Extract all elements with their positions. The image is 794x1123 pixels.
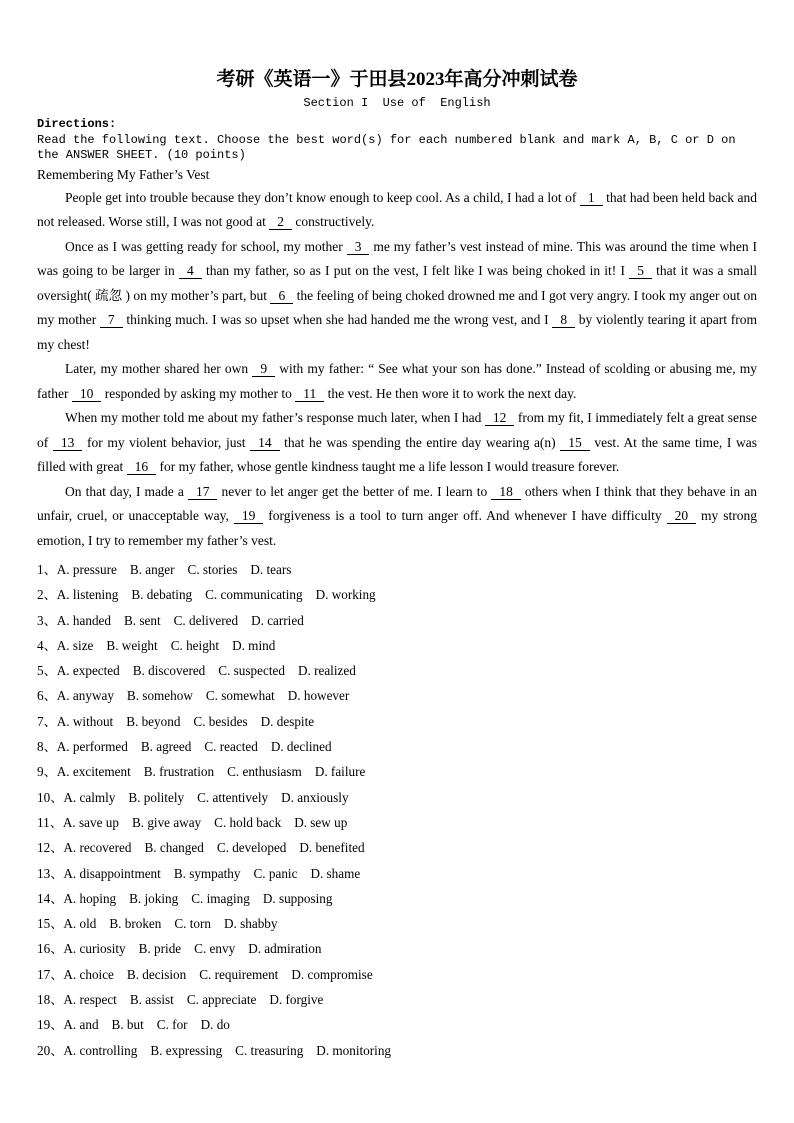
option-D: D. benefited xyxy=(299,840,365,856)
option-D: D. mind xyxy=(232,637,276,653)
option-A: A. handed xyxy=(56,612,111,628)
option-B: B. frustration xyxy=(143,764,215,780)
option-B: B. pride xyxy=(138,941,182,957)
question-number: 12、 xyxy=(37,840,64,856)
option-A: A. hoping xyxy=(63,890,117,906)
option-B: B. somehow xyxy=(126,688,193,704)
option-B: B. politely xyxy=(128,789,185,805)
blank-15: 15 xyxy=(560,435,590,451)
option-C: C. panic xyxy=(253,865,298,881)
option-C: C. communicating xyxy=(205,587,303,603)
option-A: A. curiosity xyxy=(63,941,126,957)
passage-paragraph: On that day, I made a 17 never to let anger get the better of me. I learn to 18 others when I think that they behave in an unfair, cruel, or unacceptable way, 19 forgiveness is a tool to turn anger off. And whenever I have difficulty 20 my strong emotion, I try to remember my father’s vest. xyxy=(37,483,757,548)
blank-1: 1 xyxy=(580,190,603,206)
question-number: 19、 xyxy=(37,1017,64,1033)
option-A: A. save up xyxy=(62,814,119,830)
option-C: C. imaging xyxy=(191,890,250,906)
question-number: 3、 xyxy=(37,612,57,628)
option-D: D. realized xyxy=(297,663,356,679)
passage-title: Remembering My Father’s Vest xyxy=(37,166,210,182)
blank-17: 17 xyxy=(188,484,218,500)
option-A: A. expected xyxy=(56,663,120,679)
option-A: A. recovered xyxy=(63,840,132,856)
question-row xyxy=(37,759,757,784)
option-B: B. debating xyxy=(131,587,193,603)
question-number: 1、 xyxy=(37,562,57,577)
option-B: B. beyond xyxy=(126,713,181,729)
option-B: B. but xyxy=(111,1017,144,1033)
passage-paragraph: Later, my mother shared her own 9 with my father: “ See what your son has done.” Instead of scolding or abusing me, my father 10 responded by asking my mother to 11 the vest. He then wore it to work the next day. xyxy=(37,361,757,401)
question-row xyxy=(37,835,757,860)
directions-text: Read the following text. Choose the best word(s) for each numbered blank and mark A, B, C or D on the ANSWER SHEET. (10 points) xyxy=(37,132,743,162)
section-heading: Section I Use of English xyxy=(303,96,491,110)
option-C: C. hold back xyxy=(214,814,282,830)
option-C: C. treasuring xyxy=(235,1042,304,1058)
option-D: D. do xyxy=(200,1017,230,1033)
blank-7: 7 xyxy=(100,312,123,328)
question-number: 13、 xyxy=(37,865,64,881)
question-number: 17、 xyxy=(37,966,64,982)
question-row xyxy=(37,683,757,708)
option-D: D. however xyxy=(287,688,350,704)
option-B: B. give away xyxy=(131,814,202,830)
option-C: C. stories xyxy=(187,562,238,577)
question-row xyxy=(37,861,757,886)
option-B: B. sympathy xyxy=(173,865,241,881)
directions-label: Directions: xyxy=(37,117,117,131)
option-A: A. size xyxy=(56,637,94,653)
passage-paragraph: Once as I was getting ready for school, my mother 3 me my father’s vest instead of mine. This was around the time when I was going to be larger in 4 than my father, so as I put on the vest, I felt like I was being choked in it! I 5 that it was a small oversight( 疏忽 ) on my mother’s part, but 6 the feeling of being choked drowned me and I got very angry. I took my anger out on my mother 7 thinking much. I was so upset when she had handed me the wrong vest, and I 8 by violently tearing it apart from my chest! xyxy=(37,238,758,352)
directions-block xyxy=(37,117,757,164)
question-number: 4、 xyxy=(37,637,57,653)
option-A: A. performed xyxy=(56,739,128,755)
option-B: B. broken xyxy=(109,916,162,932)
blank-6: 6 xyxy=(270,288,293,304)
question-row xyxy=(37,557,757,582)
blank-8: 8 xyxy=(552,312,575,328)
option-D: D. admiration xyxy=(248,941,322,957)
blank-16: 16 xyxy=(127,459,157,475)
question-number: 14、 xyxy=(37,890,64,906)
question-number: 11、 xyxy=(37,814,63,830)
option-B: B. assist xyxy=(129,992,174,1008)
question-number: 2、 xyxy=(37,587,57,603)
option-B: B. changed xyxy=(144,840,204,856)
option-A: A. respect xyxy=(63,992,117,1008)
option-A: A. listening xyxy=(56,587,119,603)
option-D: D. declined xyxy=(270,739,332,755)
option-A: A. controlling xyxy=(63,1042,138,1058)
passage-paragraph: People get into trouble because they don’t know enough to keep cool. As a child, I had a lot of 1 that had been held back and not released. Worse still, I was not good at 2 constructively. xyxy=(37,189,757,229)
option-B: B. joking xyxy=(129,890,179,906)
option-A: A. anyway xyxy=(56,688,114,704)
blank-19: 19 xyxy=(234,508,264,524)
option-D: D. despite xyxy=(260,713,315,729)
question-row xyxy=(37,911,757,936)
question-number: 5、 xyxy=(37,663,57,679)
option-D: D. shabby xyxy=(224,916,278,932)
option-C: C. delivered xyxy=(173,612,239,628)
option-B: B. anger xyxy=(129,562,175,577)
option-D: D. supposing xyxy=(262,890,333,906)
passage-paragraphs xyxy=(37,186,757,554)
question-row xyxy=(37,962,757,987)
option-A: A. without xyxy=(56,713,114,729)
option-A: A. excitement xyxy=(56,764,131,780)
blank-5: 5 xyxy=(629,263,652,279)
option-C: C. developed xyxy=(216,840,287,856)
option-A: A. calmly xyxy=(63,789,116,805)
blank-13: 13 xyxy=(53,435,83,451)
option-B: B. sent xyxy=(123,612,161,628)
blank-10: 10 xyxy=(72,386,102,402)
option-A: A. old xyxy=(63,916,97,932)
question-number: 9、 xyxy=(37,764,57,780)
blank-20: 20 xyxy=(667,508,697,524)
question-list xyxy=(37,557,757,1063)
option-D: D. monitoring xyxy=(316,1042,392,1058)
question-number: 15、 xyxy=(37,916,64,932)
option-C: C. somewhat xyxy=(205,688,275,704)
option-D: D. forgive xyxy=(269,992,324,1008)
option-A: A. and xyxy=(63,1017,99,1033)
option-D: D. compromise xyxy=(291,966,373,982)
page-title: 考研《英语一》于田县2023年高分冲刺试卷 xyxy=(216,69,578,90)
question-row xyxy=(37,709,757,734)
option-C: C. reacted xyxy=(204,739,258,755)
question-row xyxy=(37,658,757,683)
option-B: B. discovered xyxy=(132,663,206,679)
option-B: B. decision xyxy=(126,966,187,982)
blank-14: 14 xyxy=(250,435,280,451)
option-C: C. enthusiasm xyxy=(227,764,302,780)
blank-4: 4 xyxy=(179,263,202,279)
option-C: C. suspected xyxy=(218,663,285,679)
option-A: A. disappointment xyxy=(63,865,161,881)
question-number: 6、 xyxy=(37,688,57,704)
option-D: D. tears xyxy=(250,562,292,577)
passage-paragraph: When my mother told me about my father’s response much later, when I had 12 from my fit, I immediately felt a great sense of 13 for my violent behavior, just 14 that he was spending the entire day wearing a(n) 15 vest. At the same time, I was filled with great 16 for my father, whose gentle kindness taught me a life lesson I would treasure forever. xyxy=(37,410,758,474)
question-number: 7、 xyxy=(37,713,57,729)
blank-18: 18 xyxy=(491,484,521,500)
option-C: C. appreciate xyxy=(186,992,257,1008)
question-row xyxy=(37,936,757,961)
question-number: 8、 xyxy=(37,739,57,755)
option-C: C. for xyxy=(156,1017,188,1033)
question-row xyxy=(37,608,757,633)
blank-11: 11 xyxy=(295,386,324,402)
option-D: D. carried xyxy=(251,612,304,628)
option-C: C. torn xyxy=(174,916,211,932)
option-B: B. expressing xyxy=(150,1042,223,1058)
question-row xyxy=(37,1012,757,1037)
question-row xyxy=(37,987,757,1012)
option-D: D. working xyxy=(315,587,376,603)
blank-3: 3 xyxy=(347,239,370,255)
option-C: C. height xyxy=(170,637,220,653)
blank-9: 9 xyxy=(252,361,275,377)
question-row xyxy=(37,785,757,810)
question-row xyxy=(37,734,757,759)
question-row xyxy=(37,810,757,835)
option-B: B. agreed xyxy=(140,739,192,755)
question-row xyxy=(37,1038,757,1063)
question-row xyxy=(37,633,757,658)
option-C: C. besides xyxy=(193,713,248,729)
option-A: A. pressure xyxy=(56,562,117,577)
option-D: D. sew up xyxy=(294,814,348,830)
question-number: 10、 xyxy=(37,789,64,805)
option-C: C. attentively xyxy=(197,789,269,805)
question-number: 20、 xyxy=(37,1042,64,1058)
question-row xyxy=(37,582,757,607)
option-D: D. anxiously xyxy=(281,789,349,805)
blank-12: 12 xyxy=(485,410,515,426)
option-B: B. weight xyxy=(106,637,158,653)
option-C: C. envy xyxy=(194,941,236,957)
option-D: D. failure xyxy=(314,764,366,780)
question-number: 18、 xyxy=(37,992,64,1008)
question-row xyxy=(37,886,757,911)
question-number: 16、 xyxy=(37,941,64,957)
blank-2: 2 xyxy=(269,214,292,230)
option-C: C. requirement xyxy=(199,966,279,982)
option-D: D. shame xyxy=(310,865,361,881)
option-A: A. choice xyxy=(63,966,114,982)
